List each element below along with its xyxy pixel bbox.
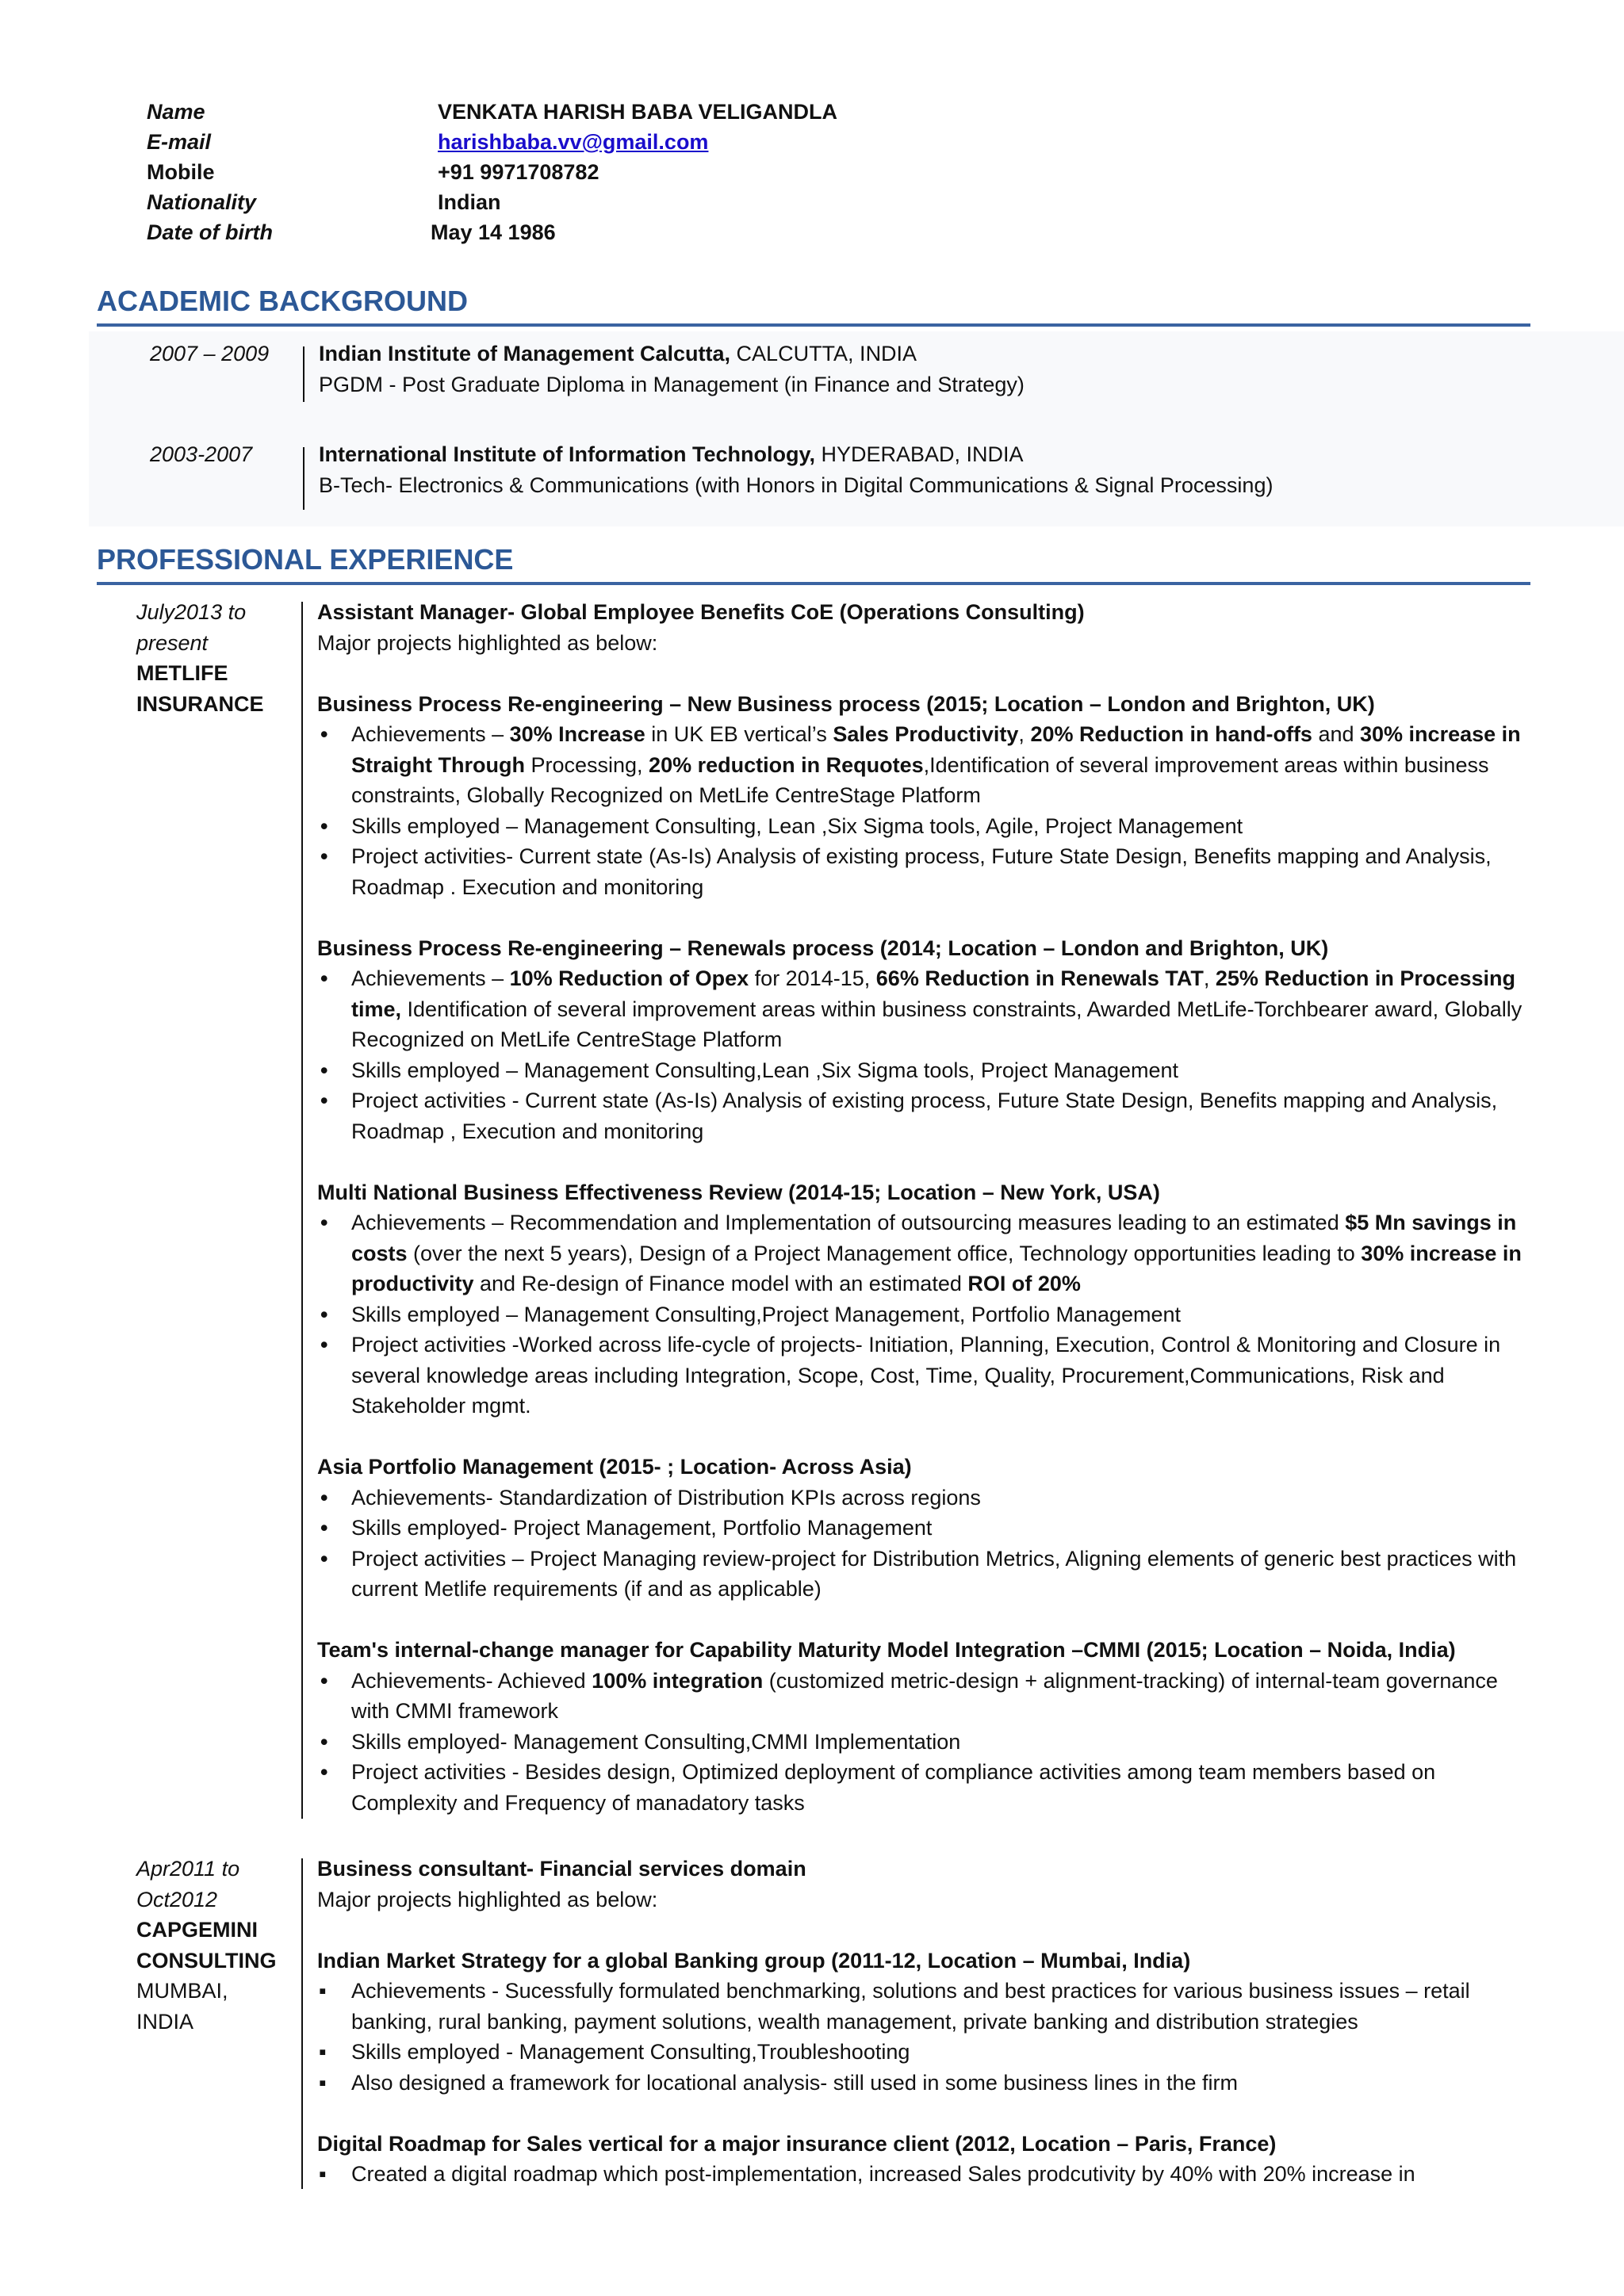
job-company: INSURANCE bbox=[136, 691, 264, 716]
email-link[interactable]: harishbaba.vv@gmail.com bbox=[438, 130, 709, 154]
project-title: Business Process Re-engineering – New Business process (2015; Location – London and Brighton, UK) bbox=[317, 691, 1375, 716]
dob-label: Date of birth bbox=[147, 220, 273, 244]
job-role: Business consultant- Financial services domain bbox=[317, 1857, 806, 1881]
job-divider bbox=[301, 1858, 303, 2189]
academic-degree: B-Tech- Electronics & Communications (with Honors in Digital Communications & Signal Processing) bbox=[319, 473, 1274, 497]
job-date-start: Apr2011 to bbox=[136, 1857, 240, 1881]
experience-section-title: PROFESSIONAL EXPERIENCE bbox=[97, 542, 1530, 585]
mobile-value: +91 9971708782 bbox=[438, 160, 599, 184]
mobile-row bbox=[147, 157, 1415, 187]
job-meta bbox=[136, 597, 295, 719]
bullet-text: Created a digital roadmap which post-implementation, increased Sales prodcutivity by 40% with 20% increase in bbox=[351, 2162, 1415, 2186]
bullet-text: Project activities -Worked across life-cycle of projects- Initiation, Planning, Execution, Control & Monitoring and Closure in several knowledge areas including Integration, Scope, Cost, Time, Quality, Procurement,Communications, Risk and Stakeholder mgmt. bbox=[351, 1333, 1501, 1418]
job-divider bbox=[301, 602, 303, 1819]
project-title: Team's internal-change manager for Capability Maturity Model Integration –CMMI (2015; Location – Noida, India) bbox=[317, 1638, 1456, 1662]
institution-location: HYDERABAD, INDIA bbox=[814, 442, 1024, 466]
spacer bbox=[317, 1146, 1538, 1177]
bullet-text: Achievements – bbox=[351, 722, 510, 746]
job-date-end: present bbox=[136, 630, 209, 655]
project-bullet bbox=[317, 1666, 1538, 1727]
job-location: MUMBAI, bbox=[136, 1979, 228, 2003]
academic-dates: 2003-2007 bbox=[150, 442, 253, 466]
spacer bbox=[317, 1915, 1538, 1946]
project-bullets bbox=[317, 719, 1538, 902]
dob-row bbox=[147, 217, 1415, 247]
project-list bbox=[317, 1915, 1538, 2190]
project-bullet bbox=[317, 2159, 1538, 2190]
bullet-highlight: 20% Reduction in hand-offs bbox=[1030, 722, 1312, 746]
academic-institution-line bbox=[319, 339, 1556, 369]
project-title: Multi National Business Effectiveness Review (2014-15; Location – New York, USA) bbox=[317, 1180, 1160, 1204]
project-title: Asia Portfolio Management (2015- ; Location- Across Asia) bbox=[317, 1455, 912, 1479]
project-bullets bbox=[317, 1976, 1538, 2098]
project-bullet bbox=[317, 1483, 1538, 1513]
job-intro: Major projects highlighted as below: bbox=[317, 1887, 658, 1911]
project-bullet bbox=[317, 1513, 1538, 1544]
project-bullet bbox=[317, 841, 1538, 902]
project-list bbox=[317, 658, 1538, 1818]
project-bullet bbox=[317, 1976, 1538, 2037]
academic-details bbox=[319, 439, 1556, 500]
bullet-text: Skills employed – Management Consulting,Project Management, Portfolio Management bbox=[351, 1302, 1182, 1326]
project-title: Indian Market Strategy for a global Banking group (2011-12, Location – Mumbai, India) bbox=[317, 1948, 1191, 1973]
project-bullet bbox=[317, 963, 1538, 1055]
bullet-text: Skills employed – Management Consulting,Lean ,Six Sigma tools, Project Management bbox=[351, 1058, 1179, 1082]
bullet-text: and Re-design of Finance model with an estimated bbox=[473, 1272, 968, 1295]
job-date-start: July2013 to bbox=[136, 600, 247, 624]
job-meta bbox=[136, 1854, 295, 2037]
bullet-text: in UK EB vertical’s bbox=[645, 722, 833, 746]
bullet-text: Project activities - Current state (As-Is) Analysis of existing process, Future State Design, Benefits mapping and Analysis, Roadmap , Execution and monitoring bbox=[351, 1089, 1498, 1143]
bullet-highlight: 66% Reduction in Renewals TAT bbox=[875, 966, 1204, 990]
bullet-text: (over the next 5 years), Design of a Project Management office, Technology opportunities leading to bbox=[407, 1241, 1362, 1265]
academic-section-title: ACADEMIC BACKGROUND bbox=[97, 284, 1530, 327]
bullet-highlight: 10% Reduction of Opex bbox=[509, 966, 749, 990]
bullet-text: Skills employed – Management Consulting, Lean ,Six Sigma tools, Agile, Project Management bbox=[351, 813, 1243, 838]
spacer bbox=[317, 1422, 1538, 1452]
spacer bbox=[317, 1605, 1538, 1636]
project-bullet bbox=[317, 1544, 1538, 1605]
spacer bbox=[317, 902, 1538, 933]
job-company: CONSULTING bbox=[136, 1948, 277, 1973]
academic-divider bbox=[303, 447, 304, 510]
job-intro: Major projects highlighted as below: bbox=[317, 630, 658, 655]
bullet-text: Achievements – Recommendation and Implementation of outsourcing measures leading to an estimated bbox=[351, 1211, 1346, 1234]
job-body bbox=[317, 597, 1538, 1818]
bullet-text: ,Identification of several improvement areas within business constraints, Globally Recognized on MetLife CentreStage Platform bbox=[351, 752, 1489, 807]
job-company: CAPGEMINI bbox=[136, 1918, 259, 1942]
bullet-highlight: $5 Mn savings in costs bbox=[351, 1211, 1517, 1265]
nationality-row bbox=[147, 187, 1415, 217]
bullet-text: Project activities – Project Managing review-project for Distribution Metrics, Aligning elements of generic best practices with current Metlife requirements (if and as applicable) bbox=[351, 1546, 1517, 1601]
job-company: METLIFE bbox=[136, 661, 228, 685]
nationality-label: Nationality bbox=[147, 190, 257, 214]
project-bullets bbox=[317, 1666, 1538, 1819]
bullet-highlight: 30% Increase bbox=[509, 722, 645, 746]
project-title: Digital Roadmap for Sales vertical for a major insurance client (2012, Location – Paris, France) bbox=[317, 2131, 1277, 2156]
bullet-text: Skills employed- Management Consulting,CMMI Implementation bbox=[351, 1729, 961, 1754]
bullet-text: Achievements - Sucessfully formulated benchmarking, solutions and best practices for various business issues – retail banking, rural banking, payment solutions, wealth management, private banking and distribution strategies bbox=[351, 1979, 1470, 2034]
institution-name: International Institute of Information Technology, bbox=[319, 442, 815, 466]
bullet-text: Processing, bbox=[524, 752, 649, 777]
project-bullets bbox=[317, 2159, 1538, 2190]
academic-degree: PGDM - Post Graduate Diploma in Management (in Finance and Strategy) bbox=[319, 372, 1025, 396]
institution-location: CALCUTTA, INDIA bbox=[730, 342, 917, 365]
project-bullet bbox=[317, 1727, 1538, 1758]
project-bullet bbox=[317, 811, 1538, 842]
project-bullet bbox=[317, 719, 1538, 811]
project-bullets bbox=[317, 1483, 1538, 1605]
bullet-highlight: ROI of 20% bbox=[967, 1272, 1081, 1295]
mobile-label: Mobile bbox=[147, 160, 215, 184]
project-title: Business Process Re-engineering – Renewals process (2014; Location – London and Brighton, UK) bbox=[317, 936, 1329, 960]
project-bullet bbox=[317, 1207, 1538, 1299]
bullet-text: , bbox=[1203, 966, 1216, 990]
spacer bbox=[317, 2098, 1538, 2129]
bullet-text: Identification of several improvement areas within business constraints, Awarded MetLife-Torchbearer award, Globally Recognized on MetLife CentreStage Platform bbox=[351, 997, 1522, 1051]
nationality-value: Indian bbox=[438, 190, 501, 214]
bullet-text: , bbox=[1018, 722, 1031, 746]
bullet-text: Also designed a framework for locational analysis- still used in some business lines in the firm bbox=[351, 2070, 1239, 2095]
dob-value: May 14 1986 bbox=[431, 220, 556, 244]
academic-divider bbox=[303, 346, 304, 402]
bullet-text: Skills employed- Project Management, Portfolio Management bbox=[351, 1516, 933, 1540]
job-role: Assistant Manager- Global Employee Benefits CoE (Operations Consulting) bbox=[317, 600, 1085, 624]
academic-dates: 2007 – 2009 bbox=[150, 342, 270, 365]
institution-name: Indian Institute of Management Calcutta, bbox=[319, 342, 731, 365]
bullet-text: Achievements- Achieved bbox=[351, 1668, 592, 1693]
email-row bbox=[147, 127, 1415, 157]
bullet-text: Project activities- Current state (As-Is) Analysis of existing process, Future State Design, Benefits mapping and Analysis, Roadmap . Execution and monitoring bbox=[351, 844, 1492, 899]
bullet-text: Project activities - Besides design, Optimized deployment of compliance activities among team members based on Complexity and Frequency of manadatory tasks bbox=[351, 1760, 1436, 1815]
name-label: Name bbox=[147, 100, 205, 124]
personal-details bbox=[147, 97, 1415, 247]
name-row bbox=[147, 97, 1415, 127]
email-label: E-mail bbox=[147, 130, 212, 154]
bullet-highlight: 20% reduction in Requotes bbox=[649, 752, 924, 777]
bullet-highlight: 30% increase in productivity bbox=[351, 1241, 1522, 1295]
project-bullet bbox=[317, 1299, 1538, 1330]
bullet-text: Achievements – bbox=[351, 966, 510, 990]
academic-institution-line bbox=[319, 439, 1556, 470]
academic-details bbox=[319, 339, 1556, 400]
project-bullets bbox=[317, 963, 1538, 1146]
project-bullet bbox=[317, 2068, 1538, 2099]
project-bullet bbox=[317, 1757, 1538, 1818]
bullet-text: (customized metric-design + alignment-tracking) of internal-team governance with CMMI framework bbox=[351, 1668, 1498, 1723]
job-date-end: Oct2012 bbox=[136, 1887, 218, 1911]
bullet-text: for 2014-15, bbox=[749, 966, 876, 990]
project-bullet bbox=[317, 1055, 1538, 1086]
bullet-highlight: 100% integration bbox=[592, 1668, 764, 1693]
bullet-text: and bbox=[1312, 722, 1361, 746]
bullet-text: Skills employed - Management Consulting,Troubleshooting bbox=[351, 2040, 910, 2064]
bullet-text: Achievements- Standardization of Distribution KPIs across regions bbox=[351, 1485, 981, 1510]
project-bullet bbox=[317, 2037, 1538, 2068]
spacer bbox=[317, 658, 1538, 689]
bullet-highlight: 25% Reduction in Processing time, bbox=[351, 966, 1515, 1021]
project-bullets bbox=[317, 1207, 1538, 1422]
job-body bbox=[317, 1854, 1538, 2190]
bullet-highlight: 30% increase in Straight Through bbox=[351, 722, 1521, 777]
name-value: VENKATA HARISH BABA VELIGANDLA bbox=[438, 100, 837, 124]
bullet-highlight: Sales Productivity bbox=[833, 722, 1019, 746]
project-bullet bbox=[317, 1085, 1538, 1146]
job-location: INDIA bbox=[136, 2009, 194, 2034]
project-bullet bbox=[317, 1330, 1538, 1422]
